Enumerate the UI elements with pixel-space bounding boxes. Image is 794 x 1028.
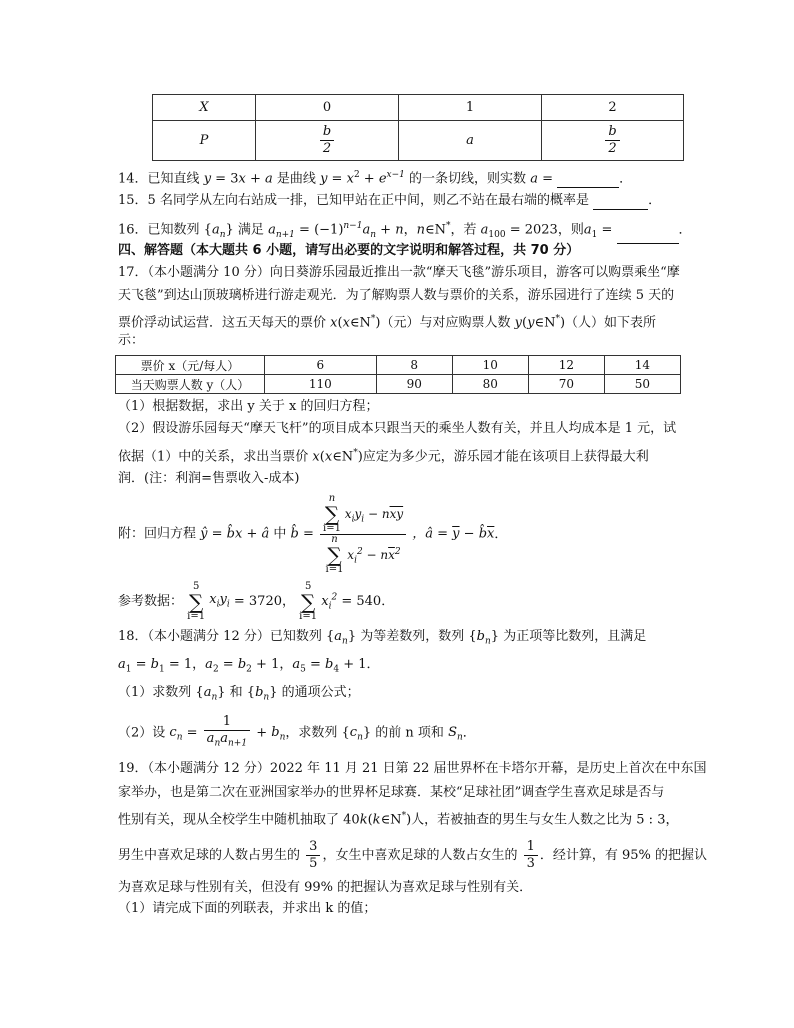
ticket-table xyxy=(115,355,681,394)
table-cell: 70 xyxy=(528,375,604,394)
question-16: 16．已知数列 $\{a_n\}$ 满足 $a_{n+1} = (-1)^{n-1}a_n + n$，n∈N*，若 $a_{100} = 2023$，则$a_1$ = ． xyxy=(118,217,692,244)
section-title: 四、解答题（本大题共 6 小题，请写出必要的文字说明和解答过程，共 70 分） xyxy=(118,243,580,258)
question-17-line: 天飞毯”到达山顶玻璃桥进行游走观光．为了解购票人数与票价的关系，游乐园进行了连续 5 天的 xyxy=(118,288,675,303)
table-cell: 90 xyxy=(376,375,452,394)
question-17-sub2: 依据（1）中的关系，求出当票价 x(x∈N*)应定为多少元，游乐园才能在该项目上获得最大利 xyxy=(118,448,649,465)
table-cell: 1 xyxy=(399,95,542,121)
table-cell: P xyxy=(153,121,256,161)
question-19-sub1: （1）请完成下面的列联表，并求出 k 的值； xyxy=(118,901,377,916)
regression-formula: 附：回归方程 ŷ = b̂x + â 中 b̂ = n ∑ i=1 $x_iy_i - n\overline{xy}$ n ∑ i=1 $x_i^2 - n\overline{x}^2$ ，â = $\overline{y}$ − $b̂\overline{x}$． xyxy=(118,493,508,575)
answer-blank[interactable] xyxy=(557,173,619,188)
question-17-line: 示： xyxy=(118,333,145,348)
answer-blank[interactable] xyxy=(593,195,648,210)
question-17-line: 票价浮动试运营．这五天每天的票价 x(x∈N*)（元）与对应购票人数 y(y∈N*)（人）如下表所 xyxy=(118,314,657,331)
question-19-line: 为喜欢足球与性别有关，但没有 99% 的把握认为喜欢足球与性别有关． xyxy=(118,880,533,895)
question-18-sub1: （1）求数列 $\{a_n\}$ 和 $\{b_n\}$ 的通项公式； xyxy=(118,685,360,703)
question-19-line: 家举办，也是第二次在亚洲国家举办的世界杯足球赛．某校“足球社团”调查学生喜欢足球是否与 xyxy=(118,785,665,800)
question-19-line: 性别有关，现从全校学生中随机抽取了 40k(k∈N*)人，若被抽查的男生与女生人数之比为 5 : 3， xyxy=(118,811,679,828)
table-cell: 6 xyxy=(265,356,377,375)
question-18-line: 18．（本小题满分 12 分）已知数列 $\{a_n\}$ 为等差数列，数列 $\{b_n\}$ 为正项等比数列，且满足 xyxy=(118,629,647,647)
table-cell: 14 xyxy=(604,356,680,375)
table-cell: $\frac{b}{2}$ xyxy=(256,121,399,161)
table-header: 当天购票人数 y（人） xyxy=(116,375,265,394)
question-17-sub1: （1）根据数据，求出 y 关于 x 的回归方程； xyxy=(118,399,379,414)
distribution-table xyxy=(152,94,684,161)
question-18-sub2: （2）设 $c_n$ = $\frac{1}{a_na_{n+1}}$ + $b_n$，求数列 $\{c_n\}$ 的前 n 项和 $S_n$． xyxy=(118,714,476,749)
question-19-line: 男生中喜欢足球的人数占男生的 $\frac{3}{5}$ ，女生中喜欢足球的人数占女生的 $\frac{1}{3}$ ．经计算，有 95% 的把握认 xyxy=(118,839,708,871)
table-cell: 110 xyxy=(265,375,377,394)
reference-data: 参考数据： 5 ∑ i=1 $x_iy_i = 3720$， 5 ∑ i=1 $x_i^2 = 540$． xyxy=(118,581,395,622)
question-18-line: $a_1 = b_1 = 1$，$a_2 = b_2 + 1$，$a_5 = b_4 + 1$． xyxy=(118,657,380,675)
table-cell: 10 xyxy=(452,356,528,375)
table-cell: 2 xyxy=(542,95,684,121)
table-cell: 0 xyxy=(256,95,399,121)
question-17-sub2: （2）假设游乐园每天“摩天飞杆”的项目成本只跟当天的乘坐人数有关，并且人均成本是 1 元，试 xyxy=(118,421,677,436)
question-14: 14．已知直线 y = 3x + a 是曲线 $y = x^2 + e^{x-1}$ 的一条切线，则实数 a = ． xyxy=(118,170,633,187)
question-17-sub2: 润．(注：利润=售票收入-成本) xyxy=(118,471,300,486)
table-cell: $\frac{b}{2}$ xyxy=(542,121,684,161)
table-cell: 12 xyxy=(528,356,604,375)
table-cell: 8 xyxy=(376,356,452,375)
table-cell: X xyxy=(153,95,256,121)
question-15: 15．5 名同学从左向右站成一排，已知甲站在正中间，则乙不站在最右端的概率是 ． xyxy=(118,193,662,208)
table-cell: 80 xyxy=(452,375,528,394)
question-19-line: 19．（本小题满分 12 分）2022 年 11 月 21 日第 22 届世界杯在卡塔尔开幕，是历史上首次在中东国 xyxy=(118,761,707,776)
table-cell: 50 xyxy=(604,375,680,394)
question-17-line: 17．（本小题满分 10 分）向日葵游乐园最近推出一款“摩天飞毯”游乐项目，游客可以购票乘坐“摩 xyxy=(118,265,680,280)
answer-blank[interactable] xyxy=(617,229,679,244)
table-header: 票价 x（元/每人） xyxy=(116,356,265,375)
table-cell: a xyxy=(399,121,542,161)
